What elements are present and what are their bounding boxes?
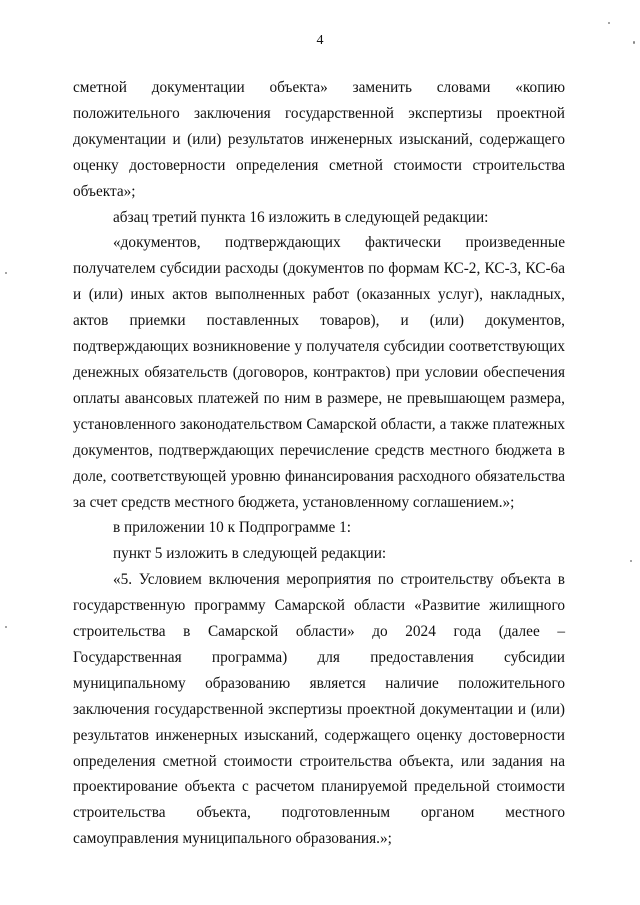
scan-speck (608, 22, 610, 24)
scan-speck (630, 560, 632, 562)
scan-speck (633, 41, 635, 44)
paragraph-point-intro: пункт 5 изложить в следующей редакции: (113, 545, 387, 563)
scan-speck (5, 626, 7, 628)
paragraph-point-5-quote: «5. Условием включения мероприятия по строительству объекта в государственную программу Самарской области «Развитие жилищного строительства в Самарской области» до 2024 года (далее – Государственная программа) для предоставления субсидии муниципальному образованию является наличие положительного заключения государственной экспертизы проектной документации и (или) результатов инженерных изысканий, содержащего оценку достоверности определения сметной стоимости строительства объекта, или задания на проектирование объекта с расчетом планируемой предельной стоимости строительства объекта, подготовленным органом местного самоуправления муниципального образования.»; (73, 571, 565, 848)
paragraph-appendix-ref: в приложении 10 к Подпрограмме 1: (113, 519, 351, 537)
document-body (73, 75, 565, 852)
page-number: 4 (316, 33, 324, 48)
paragraph-continuation: сметной документации объекта» заменить словами «копию положительного заключения государственной экспертизы проектной документации и (или) результатов инженерных изысканий, содержащего оценку достоверности определения сметной стоимости строительства объекта»; (73, 79, 565, 200)
paragraph-amendment-intro: абзац третий пункта 16 изложить в следующей редакции: (113, 208, 489, 226)
scan-speck (5, 272, 7, 274)
paragraph-documents-quote: «документов, подтверждающих фактически произведенные получателем субсидии расходы (документов по формам КС-2, КС-3, КС-6а и (или) иных актов выполненных работ (оказанных услуг), накладных, актов приемки поставленных товаров), и (или) документов, подтверждающих возникновение у получателя субсидии соответствующих денежных обязательств (договоров, контрактов) при условии обеспечения оплаты авансовых платежей по ним в размере, не превышающем размера, установленного законодательством Самарской области, а также платежных документов, подтверждающих перечисление средств местного бюджета в доле, соответствующей уровню финансирования расходного обязательства за счет средств местного бюджета, установленному соглашением.»; (73, 234, 565, 511)
